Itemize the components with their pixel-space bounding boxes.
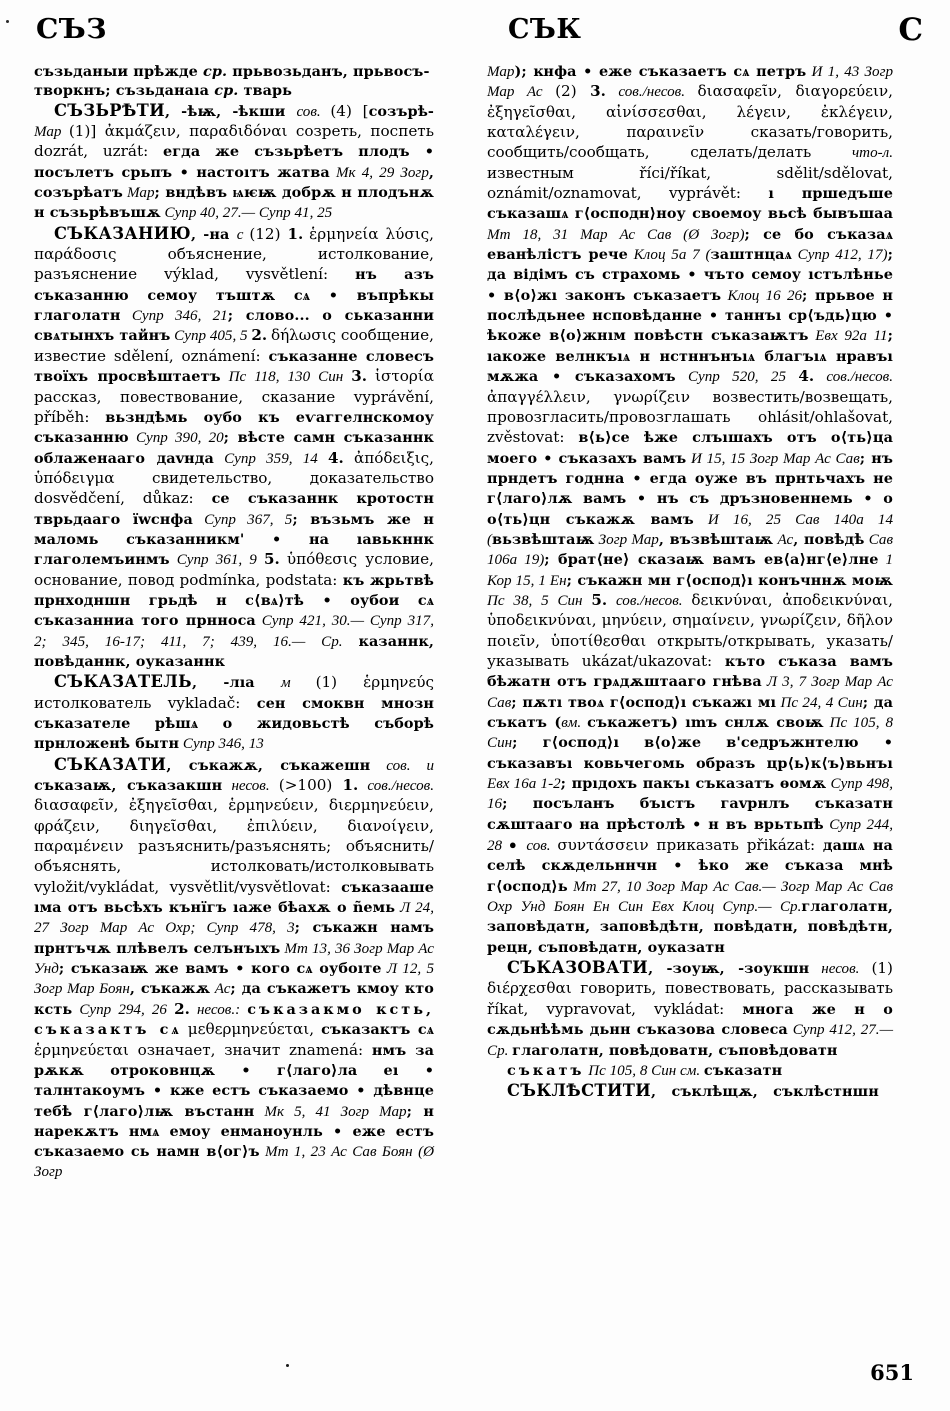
column-container — [0, 62, 950, 1341]
entry-sаkazati-continued: Мар); ĸнфа • еже съказаетъ сѧ петръ И 1, 43 Зогр Мар Ас (2) 3. сов./несов. διασαφεῖν, διαγορεύειν, ἐξηγεῖσθαι, αἰνίσσεσθαι, λέγειν, ἐκλέγειν, καταλέγειν, παραινεῖν сказать/говорить, сообщить/сообщать, сделать/делать что-л. известным říci/říkat, sdělit/sdělovat, oznámit/oznamovat, vyprávět: ı пршедъше съказашѧ г⟨осподн⟩ноу своемоу вьсѣ бывъшаа Мт 18, 31 Мар Ас Сав (Ø Зогр); се бо съказаѧ еванѣлістъ рече Клоц 5а 7 (заштнцаѧ Супр 412, 17); да вiдiмъ съ страхомь • чъто семоу ıстълѣнье • в⟨о⟩жı законъ съказаетъ Клоц 16 26; прьвое н послѣдьнее нсповѣданне • таннъı ср⟨ъдь⟩цю • ѣкоже в⟨о⟩жнıм повѣстн съказаѭтъ Евх 92а 11; ıакоже велнкъıѧ н нстннънъıѧ благъıѧ нравъı мѫжа • съказахомъ Супр 520, 25 4. сов./несов. ἀπαγγέλλειν, γνωρίζειν возвестить/возвещать, провозгласить/провозглашать ohlásit/ohlašovat, zvěstovat: в⟨ь⟩се ѣже слъıшахъ отъ о⟨ть⟩ца моего • съказахъ вамъ И 15, 15 Зогр Мар Ас Сав; нъ прндетъ годнна • егда оуже въ прнтьчахъ не г⟨лаго⟩лѫ вамъ • нъ съ дръзновеннемь • о о⟨ть⟩цн съкажѫ вамъ И 16, 25 Сав 140а 14 (вьзвѣштаѭ Зогр Мар, възвѣштаѭ Ас, повѣдѣ Сав 106а 19); брат⟨не⟩ сказаѭ вамъ ев⟨а⟩нг⟨е⟩лне 1 Кор 15, 1 Ен; съкажн мн г⟨оспод⟩ı конъчннѫ моѭ Пс 38, 5 Син 5. сов./несов. δεικνύναι, ἀποδεικνύναι, ὑποδεικνύναι, μηνύειν, σημαίνειν, γνωρίζειν, δῆλον ποιεῖν, ὑποτίθεσθαι открыть/открывать, указать/указывать ukázat/ukazovat: къто съказа вамъ бѣжатн отъ грѧдѫштааго гнѣва Л 3, 7 Зогр Мар Ас Сав; пѫтı твоѧ г⟨оспод⟩ı съкажı мı Пс 24, 4 Син; да съкатъ (вм. съкажетъ) ımъ снлѫ своѭ Пс 105, 8 Син; г⟨оспод⟩ı в⟨о⟩же в'седръжнтелю • съказавъı ковьчегомь образъ цр⟨ь⟩к⟨ъ⟩вьнъı Евх 16а 1-2; прıдохъ пакъı съказатъ ѳомѫ Супр 498, 16; посъланъ бъıстъ гаvрнлъ съказатн сѫштааго на прѣстолѣ • н въ врьтьпѣ Супр 244, 28 ● сов. συντάσσειν приказать přikázat: дашѧ на селѣ скѫдельннчн • ѣко же съказа мнѣ г⟨оспод⟩ь Мт 27, 10 Зогр Мар Ас Сав.— Зогр Мар Ас Сав Охр Унд Боян Ен Син Евх Клоц Супр.— Ср.глаголатн, заповѣдатн, заповѣдѣтн, повѣдатн, повѣдѣтн, рецн, съповѣдатн, оуказатн — [487, 63, 894, 956]
page-number: 651 — [870, 1360, 914, 1385]
running-head-center: СЪК — [508, 14, 582, 45]
entry-sаkazati: СЪКАЗАТИ, съкажѫ, съкажешн сов. и съказаѭ, съказакшн несов. (>100) 1. сов./несов. διασαφεῖν, ἐξηγεῖσθαι, ἑρμηνεύειν, διερμηνεύειν, φράζειν, διηγεῖσθαι, ἐπιλύειν, διανοίγειν, παραμένειν разъяснить/разъяснять; объяснить/объяснять, истолковать/истолковывать vyložit/vykládat, vysvětlit/vysvětlovat: съказааше ıма отъ вьсѣхъ кънïгъ ıаже бѣахѫ о ñемь Л 24, 27 Зогр Мар Ас Охр; Супр 478, 3; съкажн намъ прнтъчѫ плѣвелъ селънъıхъ Мт 13, 36 Зогр Мар Ас Унд; съказаѭ же вамъ • кого сѧ оубоıте Л 12, 5 Зогр Мар Боян, съкажѫ Ас; да съкажетъ кмоу кто ксть Супр 294, 26 2. несов.: съказакмо ксть, съказактъ сѧ μεθερμηνεύεται, съказактъ сѧ ἑρμηνεύεται означает, значит znamená: нмъ за рѫкѫ отроковнцѫ • г⟨лаго⟩ла еı • талнтакоумъ • кже естъ съказаемо • дѣвнце тебѣ г⟨лаго⟩лѭ въстанн Мк 5, 41 Зогр Мар; н нарекѫтъ нмѧ емоу енманоунль • еже естъ съказаемо сь намн в⟨ог⟩ъ Мт 1, 23 Ас Сав Боян (Ø Зогр — [34, 754, 435, 1180]
entry-sаkatа: съкатъ Пс 105, 8 Син см. съказатн — [507, 1061, 783, 1079]
running-head-letter-glyph: С — [898, 12, 923, 48]
continuation-line-1: съзьданыи прѣжде ср. прьвозьданъ, прьвосъ- — [34, 63, 430, 80]
entry-sаklěstiti: СЪКЛѢСТИТИ, съклѣщѫ, съклѣстншн — [507, 1081, 879, 1101]
right-column — [487, 62, 893, 1103]
entry-sаkazanije: СЪКАЗАНИЮ, -на с (12) 1. ἑρμηνεία λύσις, παράδοσις объяснение, истолкование, разъяснение výklad, vysvětlení: нъ азъ съказанню семоу тъштѫ сѧ • въпрѣкы глаголатн Супр 346, 21; слово... о ськазанни свѧтынхъ тайнъ Супр 405, 5 2. δήλωσις сообщение, известие sdělení, oznámení: съказанне словесъ твоїхъ просвѣштаетъ Пс 118, 130 Син 3. ἱστορία рассказ, повествование, сказание vyprávění, příběh: вьзндѣмь оубо къ еѵаггелнскомоу съказанню Супр 390, 20; вѣсте самн съказаннк облаженааго даvнда Супр 359, 14 4. ἀπόδειξις, ὑπόδειγμα свидетельство, доказательство dosvědčení, důkaz: се съказаннк кротостн тврьдааго ïwснфа Супр 367, 5; възьмъ же н маломь съказанникм' • на ıавькннк глаголемъинмъ Супр 361, 9 5. ὑπόθεσις условие, основание, повод podmínka, podstata: къ жрьтвѣ прнходншн грьдѣ н с⟨вѧ⟩тѣ • оубои сѧ съказанниа того прнноса Супр 421, 30.— Супр 317, 2; 345, 16-17; 411, 7; 439, 16.— Ср. казаннк, повѣданнк, оуказаннк — [34, 223, 435, 670]
entry-sаkazovati: СЪКАЗОВАТИ, -зоуѭ, -зоукшн несов. (1) διέρχεσθαι говорить, повествовать, рассказывать říkat, vypravovat, vykládat: многа же н о сѫдьнѣѣмь дьнн съказова словеса Супр 412, 27.— Ср. глаголатн, повѣдоватн, съповѣдоватн — [487, 958, 893, 1059]
entry-sаzьrěti: СЪЗЬРѢТИ, -ѣѭ, -ѣкши сов. (4) [созърѣ- Мар (1)] ἀκμάζειν, παραδιδόναι созреть, поспеть dozrát, uzrát: егда же съзьрѣетъ плодъ • посълетъ срьпъ • настоıтъ жатва Мк 4, 29 Зогр, созърѣатъ Мар; вндѣвъ ѩѥѭ добрѫ н плодънѫ н съзьрѣвъшѫ Супр 40, 27.— Супр 41, 25 — [34, 100, 434, 222]
scan-speck-bottom — [286, 1364, 289, 1367]
running-head-left: СЪЗ — [36, 14, 108, 45]
continuation-line-2: творкнъ; съзьданаıа ср. тварь — [34, 82, 293, 100]
running-head — [0, 14, 950, 58]
entry-sаkazatelь: СЪКАЗАТЕЛЬ, -лıа м (1) ἑρμηνεύς истолкователь vykladač: сен смоквн мнозн съказателе рѣшѧ о жидовьстѣ съборѣ прнложенѣ бытн Супр 346, 13 — [34, 672, 435, 753]
left-column — [34, 62, 434, 1182]
